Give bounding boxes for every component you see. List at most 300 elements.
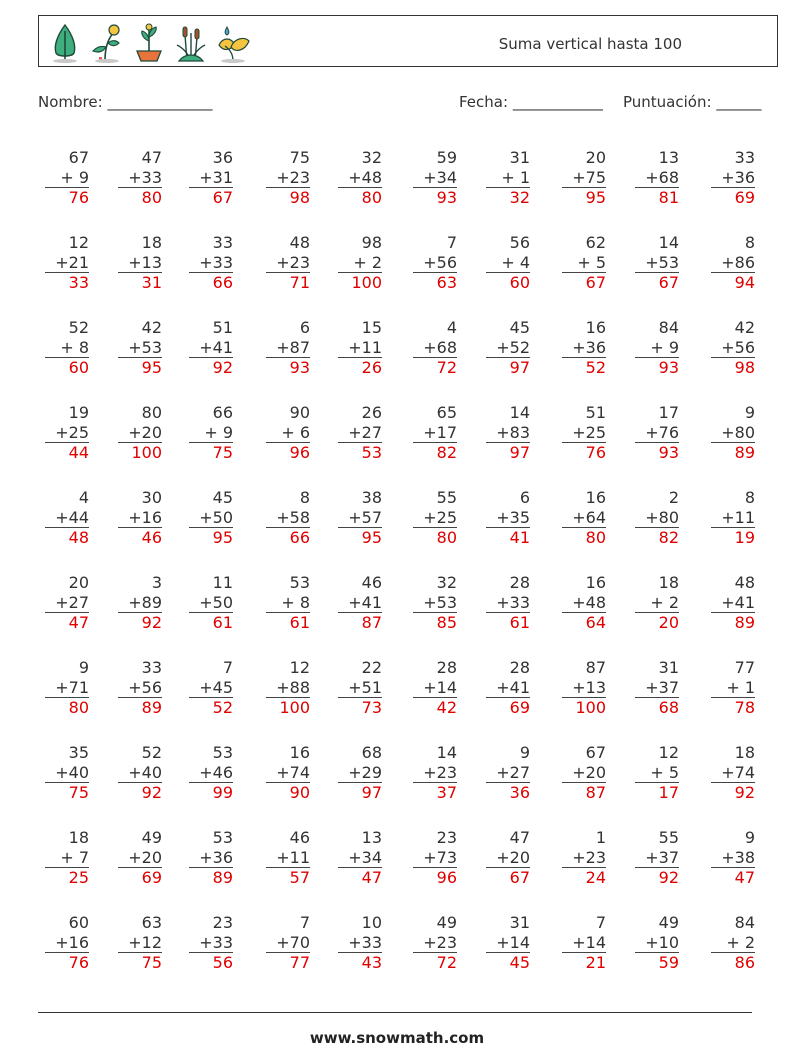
- answer: 48: [68, 528, 89, 547]
- addend-top: 4: [446, 318, 457, 337]
- addend-top: 77: [734, 658, 755, 677]
- plus-sign: +: [276, 677, 290, 697]
- addend-bottom-value: 23: [585, 847, 606, 867]
- addend-top: 68: [361, 743, 382, 762]
- plus-sign: +: [577, 252, 591, 272]
- addend-bottom-value: 56: [141, 677, 162, 697]
- plus-sign: +: [572, 677, 586, 697]
- addend-bottom-value: 2: [663, 592, 679, 612]
- addend-top: 46: [361, 573, 382, 592]
- addend-bottom-value: 20: [141, 847, 162, 867]
- answer: 90: [289, 783, 310, 802]
- addend-bottom-value: 31: [212, 167, 233, 187]
- addition-problem: [562, 318, 606, 378]
- addition-problem: [45, 913, 89, 973]
- addend-top: 12: [68, 233, 89, 252]
- plus-sign: +: [276, 762, 290, 782]
- addend-top: 14: [436, 743, 457, 762]
- addend-bottom: [711, 763, 755, 784]
- addend-bottom-value: 57: [361, 507, 382, 527]
- addend-bottom: [413, 763, 457, 784]
- addend-bottom: [189, 848, 233, 869]
- answer: 66: [289, 528, 310, 547]
- addend-top: 67: [585, 743, 606, 762]
- plus-sign: +: [572, 847, 586, 867]
- addend-bottom: [413, 508, 457, 529]
- addend-top: 12: [289, 658, 310, 677]
- addend-top: 7: [299, 913, 310, 932]
- addition-problem: [413, 743, 457, 803]
- plus-sign: +: [650, 592, 664, 612]
- answer: 37: [436, 783, 457, 802]
- addend-bottom: [189, 253, 233, 274]
- plus-sign: +: [423, 762, 437, 782]
- addend-bottom: [266, 678, 310, 699]
- answer: 97: [361, 783, 382, 802]
- answer: 81: [658, 188, 679, 207]
- plus-sign: +: [645, 932, 659, 952]
- date-field: [459, 93, 603, 111]
- addend-bottom-value: 23: [436, 932, 457, 952]
- addend-bottom: [562, 848, 606, 869]
- addend-bottom-value: 41: [361, 592, 382, 612]
- addition-problem: [486, 573, 530, 633]
- addend-top: 65: [436, 403, 457, 422]
- addend-bottom-value: 73: [436, 847, 457, 867]
- addend-top: 12: [658, 743, 679, 762]
- addition-problem: [45, 743, 89, 803]
- answer: 97: [509, 443, 530, 462]
- addition-problem: [118, 658, 162, 718]
- plus-sign: +: [423, 932, 437, 952]
- addition-problem: [338, 318, 382, 378]
- answer: 75: [68, 783, 89, 802]
- addend-bottom: [635, 423, 679, 444]
- addend-top: 66: [212, 403, 233, 422]
- addend-top: 52: [141, 743, 162, 762]
- plus-sign: +: [423, 337, 437, 357]
- answer: 93: [289, 358, 310, 377]
- plus-sign: +: [60, 167, 74, 187]
- plus-sign: +: [721, 337, 735, 357]
- answer: 80: [361, 188, 382, 207]
- addition-problem: [711, 148, 755, 208]
- plus-sign: +: [276, 507, 290, 527]
- addend-bottom-value: 68: [658, 167, 679, 187]
- addition-problem: [45, 318, 89, 378]
- answer: 67: [509, 868, 530, 887]
- addition-problem: [189, 828, 233, 888]
- addend-bottom-value: 36: [585, 337, 606, 357]
- plus-sign: +: [55, 762, 69, 782]
- addend-bottom: [486, 593, 530, 614]
- plus-sign: +: [348, 337, 362, 357]
- addend-top: 47: [141, 148, 162, 167]
- answer: 92: [734, 783, 755, 802]
- addend-bottom: [189, 423, 233, 444]
- addend-top: 32: [436, 573, 457, 592]
- addend-top: 15: [361, 318, 382, 337]
- addition-problem: [266, 403, 310, 463]
- addend-bottom-value: 20: [509, 847, 530, 867]
- addend-bottom-value: 34: [361, 847, 382, 867]
- addition-problem: [711, 233, 755, 293]
- plus-sign: +: [281, 422, 295, 442]
- addition-problem: [413, 828, 457, 888]
- addend-bottom: [338, 168, 382, 189]
- addend-bottom-value: 34: [436, 167, 457, 187]
- addend-bottom: [118, 678, 162, 699]
- addend-bottom: [189, 933, 233, 954]
- addend-bottom-value: 71: [68, 677, 89, 697]
- addend-bottom-value: 37: [658, 847, 679, 867]
- addend-top: 8: [299, 488, 310, 507]
- addition-problem: [189, 318, 233, 378]
- addend-bottom-value: 23: [289, 252, 310, 272]
- addend-bottom: [711, 423, 755, 444]
- plus-sign: +: [423, 167, 437, 187]
- addition-problem: [486, 913, 530, 973]
- addend-top: 28: [436, 658, 457, 677]
- plus-sign: +: [348, 422, 362, 442]
- addend-top: 33: [141, 658, 162, 677]
- addition-problem: [266, 318, 310, 378]
- plus-sign: +: [199, 592, 213, 612]
- plus-sign: +: [204, 422, 218, 442]
- addend-bottom: [562, 593, 606, 614]
- addend-bottom-value: 33: [509, 592, 530, 612]
- answer: 76: [68, 188, 89, 207]
- answer: 93: [436, 188, 457, 207]
- answer: 60: [509, 273, 530, 292]
- flower-plant-icon: [89, 21, 125, 63]
- plus-sign: +: [572, 422, 586, 442]
- plus-sign: +: [501, 252, 515, 272]
- plus-sign: +: [128, 337, 142, 357]
- addend-bottom: [266, 763, 310, 784]
- addend-bottom: [189, 508, 233, 529]
- addend-bottom-value: 74: [289, 762, 310, 782]
- addition-problem: [562, 658, 606, 718]
- answer: 60: [68, 358, 89, 377]
- plus-sign: +: [60, 337, 74, 357]
- addend-bottom: [266, 338, 310, 359]
- answer: 100: [575, 698, 606, 717]
- addend-top: 53: [289, 573, 310, 592]
- plus-sign: +: [276, 252, 290, 272]
- answer: 69: [509, 698, 530, 717]
- addition-problem: [118, 743, 162, 803]
- plus-sign: +: [650, 762, 664, 782]
- addend-top: 23: [436, 828, 457, 847]
- answer: 72: [436, 953, 457, 972]
- answer: 43: [361, 953, 382, 972]
- addend-bottom-value: 40: [68, 762, 89, 782]
- addition-problem: [118, 403, 162, 463]
- addend-bottom-value: 25: [68, 422, 89, 442]
- addend-bottom: [45, 933, 89, 954]
- answer: 89: [141, 698, 162, 717]
- plus-sign: +: [55, 507, 69, 527]
- answer: 72: [436, 358, 457, 377]
- plus-sign: +: [501, 167, 515, 187]
- plus-sign: +: [496, 932, 510, 952]
- addition-problem: [189, 233, 233, 293]
- plus-sign: +: [348, 762, 362, 782]
- plus-sign: +: [199, 167, 213, 187]
- answer: 47: [361, 868, 382, 887]
- addition-problem: [711, 743, 755, 803]
- addend-bottom: [118, 168, 162, 189]
- addend-top: 31: [509, 913, 530, 932]
- answer: 32: [509, 188, 530, 207]
- addend-bottom: [338, 253, 382, 274]
- plus-sign: +: [645, 847, 659, 867]
- addend-bottom-value: 70: [289, 932, 310, 952]
- addition-problem: [189, 913, 233, 973]
- addition-problem: [189, 403, 233, 463]
- addend-bottom-value: 9: [663, 337, 679, 357]
- addend-bottom-value: 20: [585, 762, 606, 782]
- addend-top: 9: [744, 403, 755, 422]
- addend-top: 19: [68, 403, 89, 422]
- plus-sign: +: [128, 677, 142, 697]
- addend-top: 10: [361, 913, 382, 932]
- addend-top: 7: [446, 233, 457, 252]
- answer: 80: [585, 528, 606, 547]
- addition-problem: [189, 573, 233, 633]
- addend-bottom-value: 74: [734, 762, 755, 782]
- plus-sign: +: [281, 592, 295, 612]
- addend-top: 9: [519, 743, 530, 762]
- addend-top: 49: [141, 828, 162, 847]
- answer: 78: [734, 698, 755, 717]
- answer: 21: [585, 953, 606, 972]
- addend-bottom-value: 52: [509, 337, 530, 357]
- addend-bottom: [711, 508, 755, 529]
- addition-problem: [711, 828, 755, 888]
- plus-sign: +: [55, 677, 69, 697]
- leaves-water-drop-icon: [215, 21, 251, 63]
- addition-problem: [711, 573, 755, 633]
- plus-sign: +: [496, 422, 510, 442]
- addition-problem: [45, 658, 89, 718]
- answer: 45: [509, 953, 530, 972]
- addend-top: 1: [595, 828, 606, 847]
- addition-problem: [266, 233, 310, 293]
- addend-bottom: [45, 678, 89, 699]
- addend-bottom: [45, 593, 89, 614]
- addend-bottom: [338, 593, 382, 614]
- plus-sign: +: [572, 337, 586, 357]
- answer: 95: [361, 528, 382, 547]
- answer: 75: [212, 443, 233, 462]
- plus-sign: +: [55, 592, 69, 612]
- answer: 89: [734, 613, 755, 632]
- addend-bottom: [118, 933, 162, 954]
- addend-bottom: [118, 423, 162, 444]
- addend-bottom-value: 25: [436, 507, 457, 527]
- answer: 26: [361, 358, 382, 377]
- addend-bottom: [711, 168, 755, 189]
- addend-bottom-value: 41: [509, 677, 530, 697]
- answer: 80: [141, 188, 162, 207]
- tree-icon: [47, 21, 83, 63]
- addend-top: 84: [734, 913, 755, 932]
- addition-problem: [562, 148, 606, 208]
- answer: 92: [141, 613, 162, 632]
- plus-sign: +: [199, 762, 213, 782]
- addend-bottom-value: 9: [217, 422, 233, 442]
- addend-bottom: [711, 338, 755, 359]
- addition-problem: [635, 233, 679, 293]
- addend-bottom: [189, 593, 233, 614]
- answer: 67: [585, 273, 606, 292]
- answer: 99: [212, 783, 233, 802]
- plus-sign: +: [645, 677, 659, 697]
- addition-problem: [413, 233, 457, 293]
- addend-top: 20: [68, 573, 89, 592]
- reeds-plant-icon: [173, 21, 209, 63]
- addend-bottom-value: 2: [739, 932, 755, 952]
- addend-bottom-value: 9: [73, 167, 89, 187]
- answer: 92: [658, 868, 679, 887]
- addend-bottom: [45, 168, 89, 189]
- score-blank: ______: [716, 93, 762, 111]
- addend-bottom-value: 13: [141, 252, 162, 272]
- addend-top: 33: [212, 233, 233, 252]
- plus-sign: +: [348, 507, 362, 527]
- addition-problem: [189, 488, 233, 548]
- addition-problem: [562, 828, 606, 888]
- addend-bottom: [266, 253, 310, 274]
- addend-bottom-value: 11: [289, 847, 310, 867]
- plus-sign: +: [128, 847, 142, 867]
- plus-sign: +: [276, 847, 290, 867]
- answer: 97: [509, 358, 530, 377]
- answer: 85: [436, 613, 457, 632]
- addend-top: 31: [509, 148, 530, 167]
- plus-sign: +: [423, 847, 437, 867]
- addend-top: 38: [361, 488, 382, 507]
- addend-top: 55: [658, 828, 679, 847]
- addition-problem: [711, 488, 755, 548]
- addend-bottom: [635, 168, 679, 189]
- answer: 92: [141, 783, 162, 802]
- plus-sign: +: [572, 592, 586, 612]
- plus-sign: +: [276, 337, 290, 357]
- answer: 92: [212, 358, 233, 377]
- addition-problem: [338, 913, 382, 973]
- addend-bottom-value: 16: [68, 932, 89, 952]
- footer-divider: [38, 1012, 752, 1013]
- addend-bottom-value: 33: [212, 252, 233, 272]
- addend-bottom-value: 1: [739, 677, 755, 697]
- addition-problem: [338, 488, 382, 548]
- answer: 98: [289, 188, 310, 207]
- plus-sign: +: [496, 847, 510, 867]
- header-icons: [47, 21, 251, 63]
- addend-top: 30: [141, 488, 162, 507]
- addition-problem: [413, 318, 457, 378]
- addend-bottom: [338, 423, 382, 444]
- addition-problem: [413, 658, 457, 718]
- answer: 59: [658, 953, 679, 972]
- addition-problem: [266, 828, 310, 888]
- addition-problem: [266, 573, 310, 633]
- plus-sign: +: [726, 677, 740, 697]
- addend-bottom-value: 14: [585, 932, 606, 952]
- addition-problem: [486, 318, 530, 378]
- addition-problem: [266, 488, 310, 548]
- plus-sign: +: [348, 592, 362, 612]
- plus-sign: +: [721, 252, 735, 272]
- addend-bottom-value: 14: [436, 677, 457, 697]
- plus-sign: +: [721, 507, 735, 527]
- addend-top: 51: [585, 403, 606, 422]
- footer-site: www.snowmath.com: [309, 1029, 485, 1047]
- addition-problem: [635, 403, 679, 463]
- addend-bottom-value: 12: [141, 932, 162, 952]
- addition-problem: [562, 913, 606, 973]
- plus-sign: +: [721, 592, 735, 612]
- answer: 52: [212, 698, 233, 717]
- answer: 61: [289, 613, 310, 632]
- answer: 47: [68, 613, 89, 632]
- addend-bottom: [635, 763, 679, 784]
- addition-problem: [266, 743, 310, 803]
- addend-bottom: [413, 933, 457, 954]
- plus-sign: +: [276, 167, 290, 187]
- plus-sign: +: [128, 507, 142, 527]
- problem-row: [38, 743, 778, 828]
- addend-top: 36: [212, 148, 233, 167]
- addend-bottom-value: 1: [514, 167, 530, 187]
- addend-bottom-value: 68: [436, 337, 457, 357]
- addend-top: 63: [141, 913, 162, 932]
- answer: 36: [509, 783, 530, 802]
- addend-top: 18: [141, 233, 162, 252]
- addend-bottom: [486, 763, 530, 784]
- addition-problem: [266, 658, 310, 718]
- answer: 98: [734, 358, 755, 377]
- addend-bottom: [118, 508, 162, 529]
- addend-top: 55: [436, 488, 457, 507]
- addend-bottom: [635, 933, 679, 954]
- addend-top: 42: [141, 318, 162, 337]
- addend-top: 56: [509, 233, 530, 252]
- addend-bottom-value: 23: [289, 167, 310, 187]
- addend-bottom: [711, 848, 755, 869]
- addend-bottom: [189, 338, 233, 359]
- addend-top: 4: [78, 488, 89, 507]
- addend-bottom: [413, 848, 457, 869]
- addend-top: 53: [212, 828, 233, 847]
- addend-bottom: [413, 338, 457, 359]
- plus-sign: +: [55, 252, 69, 272]
- addend-bottom: [266, 508, 310, 529]
- addend-top: 9: [744, 828, 755, 847]
- plus-sign: +: [348, 932, 362, 952]
- addition-problem: [338, 403, 382, 463]
- addend-top: 16: [289, 743, 310, 762]
- answer: 41: [509, 528, 530, 547]
- addend-top: 87: [585, 658, 606, 677]
- answer: 80: [436, 528, 457, 547]
- answer: 33: [68, 273, 89, 292]
- addend-top: 90: [289, 403, 310, 422]
- addend-top: 45: [509, 318, 530, 337]
